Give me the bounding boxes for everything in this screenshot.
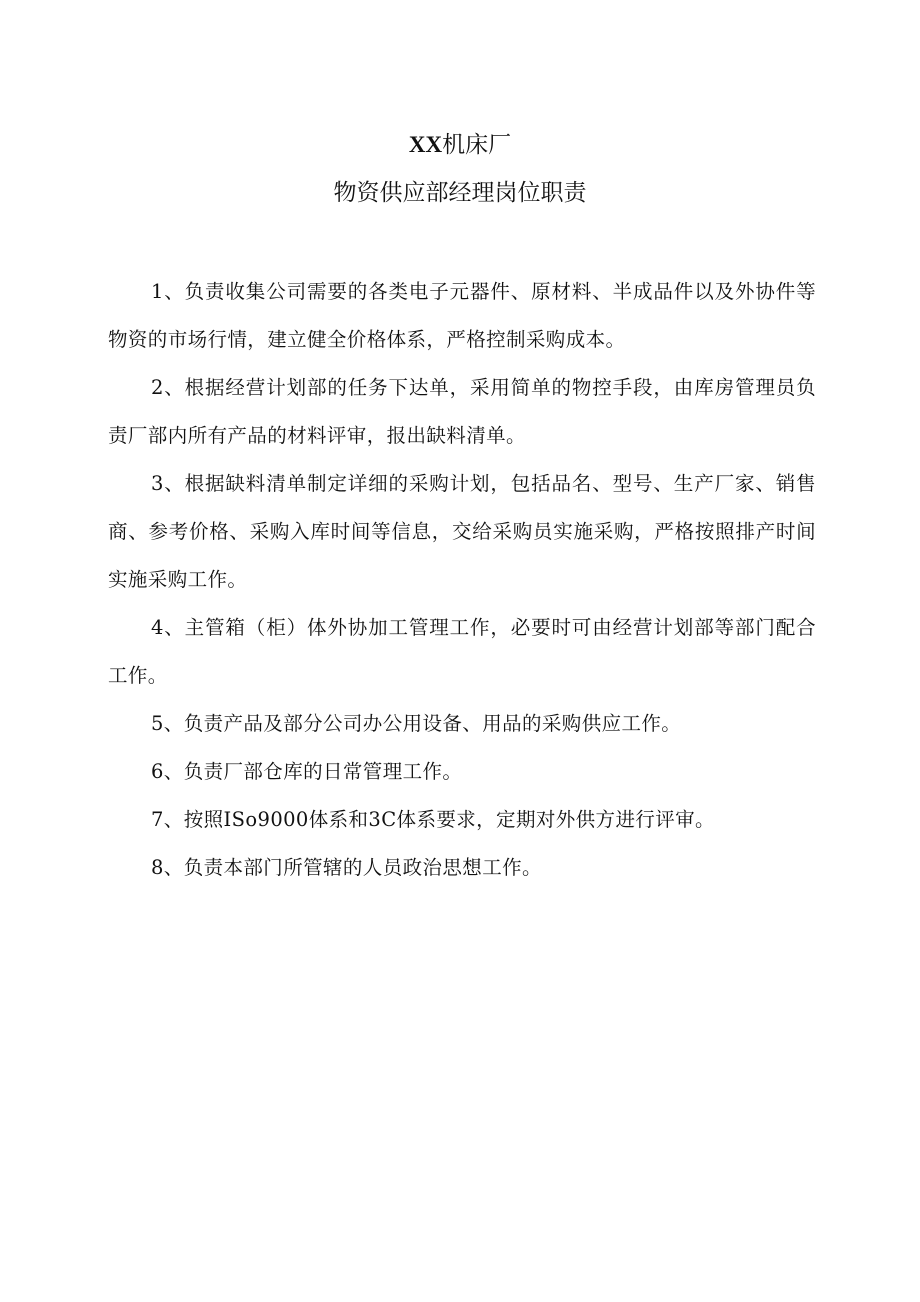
duty-item-3: 3、根据缺料清单制定详细的采购计划，包括品名、型号、生产厂家、销售商、参考价格、采购入库时间等信息，交给采购员实施采购，严格按照排产时间实施采购工作。 <box>108 472 816 591</box>
company-name-prefix: XX <box>408 132 443 157</box>
duty-item-6: 6、负责厂部仓库的日常管理工作。 <box>151 760 463 783</box>
duties-list <box>108 268 816 892</box>
duty-item-7: 7、按照ISo9000体系和3C体系要求，定期对外供方进行评审。 <box>151 808 715 831</box>
document-title: 物资供应部经理岗位职责 <box>333 180 587 206</box>
duty-item-5: 5、负责产品及部分公司办公用设备、用品的采购供应工作。 <box>151 712 682 735</box>
company-name <box>0 128 920 162</box>
duty-item-8: 8、负责本部门所管辖的人员政治思想工作。 <box>151 856 542 879</box>
duty-item-2: 2、根据经营计划部的任务下达单，采用简单的物控手段，由库房管理员负责厂部内所有产品的材料评审，报出缺料清单。 <box>108 376 816 447</box>
duty-item-4: 4、主管箱（柜）体外协加工管理工作，必要时可由经营计划部等部门配合工作。 <box>108 616 816 687</box>
duty-item-1: 1、负责收集公司需要的各类电子元器件、原材料、半成品件以及外协件等物资的市场行情，建立健全价格体系，严格控制采购成本。 <box>108 280 816 351</box>
company-name-suffix: 机床厂 <box>442 132 512 158</box>
